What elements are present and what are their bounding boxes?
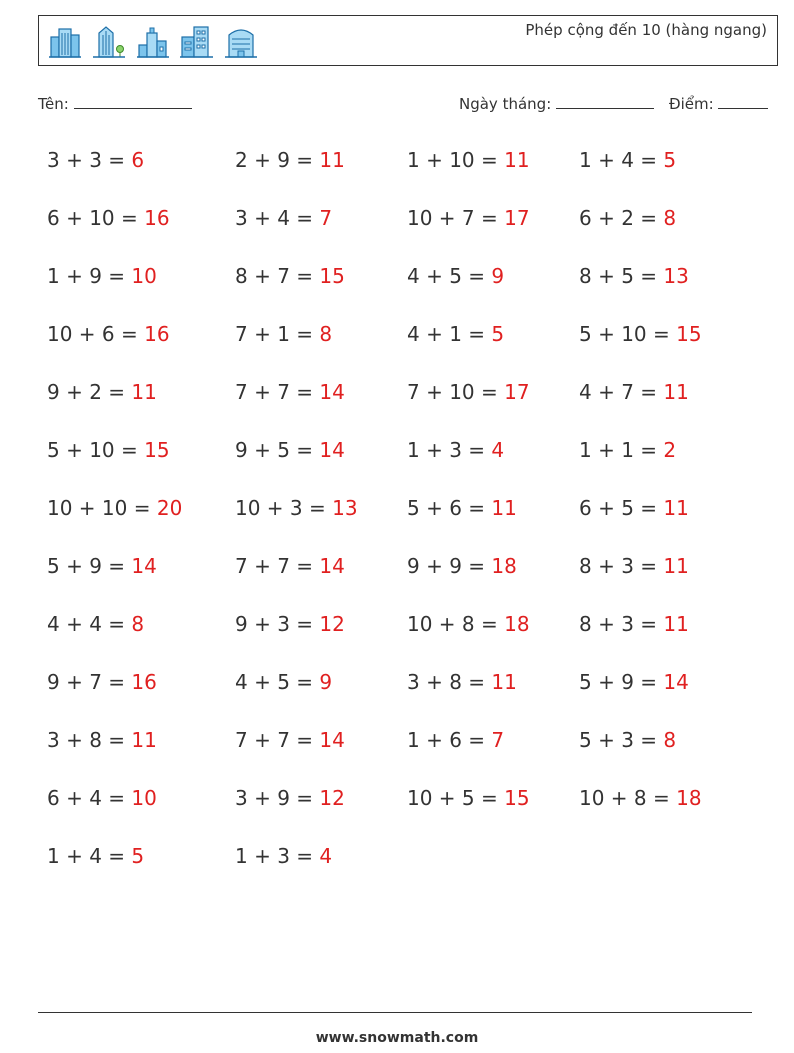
problem-item	[235, 786, 345, 810]
problem-item	[407, 206, 530, 230]
problem-question: 1 + 10 =	[407, 148, 498, 172]
problem-question: 5 + 9 =	[579, 670, 658, 694]
problem-answer: 14	[319, 380, 345, 404]
problem-item	[47, 496, 182, 520]
office-icon	[179, 23, 215, 59]
problem-answer: 11	[319, 148, 345, 172]
problem-item	[235, 380, 345, 404]
name-label: Tên:	[38, 95, 69, 113]
problem-answer: 15	[676, 322, 702, 346]
problem-question: 3 + 4 =	[235, 206, 314, 230]
problem-item	[579, 554, 689, 578]
date-blank[interactable]	[556, 94, 654, 109]
problem-question: 9 + 2 =	[47, 380, 126, 404]
problem-item	[579, 148, 676, 172]
problem-item	[579, 496, 689, 520]
problem-answer: 11	[663, 496, 689, 520]
problem-question: 5 + 10 =	[579, 322, 670, 346]
problem-question: 6 + 10 =	[47, 206, 138, 230]
problem-answer: 12	[319, 786, 345, 810]
problem-answer: 9	[319, 670, 333, 694]
problem-item	[235, 148, 345, 172]
problem-question: 9 + 7 =	[47, 670, 126, 694]
hotel-icon	[223, 23, 259, 59]
problem-answer: 11	[504, 148, 530, 172]
problem-item	[407, 264, 504, 288]
problem-item	[47, 322, 170, 346]
problem-question: 1 + 1 =	[579, 438, 658, 462]
problem-item	[579, 380, 689, 404]
name-blank[interactable]	[74, 94, 192, 109]
problem-item	[579, 438, 676, 462]
problem-question: 3 + 8 =	[47, 728, 126, 752]
problem-answer: 13	[332, 496, 358, 520]
problem-question: 4 + 7 =	[579, 380, 658, 404]
problem-item	[407, 612, 530, 636]
problem-answer: 14	[131, 554, 157, 578]
problem-answer: 8	[131, 612, 145, 636]
problem-answer: 10	[131, 786, 157, 810]
problem-item	[47, 786, 157, 810]
problem-question: 5 + 10 =	[47, 438, 138, 462]
problem-item	[235, 496, 358, 520]
problem-question: 10 + 8 =	[407, 612, 498, 636]
date-label: Ngày tháng:	[459, 95, 552, 113]
problem-answer: 5	[663, 148, 677, 172]
problem-answer: 11	[663, 380, 689, 404]
problem-answer: 14	[319, 728, 345, 752]
factory-icon	[135, 23, 171, 59]
problem-question: 6 + 4 =	[47, 786, 126, 810]
problem-answer: 8	[663, 728, 677, 752]
problem-question: 8 + 7 =	[235, 264, 314, 288]
problem-item	[407, 322, 504, 346]
problem-question: 10 + 10 =	[47, 496, 151, 520]
problem-question: 6 + 2 =	[579, 206, 658, 230]
problem-answer: 5	[491, 322, 505, 346]
score-field	[669, 94, 768, 113]
problem-item	[47, 206, 170, 230]
problem-question: 7 + 7 =	[235, 554, 314, 578]
problem-answer: 14	[319, 438, 345, 462]
problem-item	[407, 148, 530, 172]
problem-answer: 16	[144, 322, 170, 346]
problem-answer: 15	[319, 264, 345, 288]
worksheet-title: Phép cộng đến 10 (hàng ngang)	[525, 21, 767, 39]
problem-question: 3 + 3 =	[47, 148, 126, 172]
problem-question: 10 + 7 =	[407, 206, 498, 230]
problem-question: 10 + 3 =	[235, 496, 326, 520]
problem-answer: 15	[504, 786, 530, 810]
problem-answer: 17	[504, 206, 530, 230]
problem-answer: 11	[663, 554, 689, 578]
problem-item	[235, 438, 345, 462]
problem-question: 1 + 3 =	[407, 438, 486, 462]
problem-answer: 13	[663, 264, 689, 288]
problem-item	[47, 148, 144, 172]
problem-item	[407, 496, 517, 520]
problem-answer: 4	[319, 844, 333, 868]
problem-answer: 11	[131, 380, 157, 404]
problem-question: 7 + 1 =	[235, 322, 314, 346]
problem-item	[235, 206, 332, 230]
problem-question: 8 + 5 =	[579, 264, 658, 288]
problem-answer: 5	[131, 844, 145, 868]
problem-answer: 7	[491, 728, 505, 752]
problem-question: 4 + 5 =	[407, 264, 486, 288]
building-icon	[47, 23, 83, 59]
problem-question: 3 + 9 =	[235, 786, 314, 810]
problem-answer: 2	[663, 438, 677, 462]
problem-item	[579, 264, 689, 288]
footer-divider	[38, 1012, 752, 1013]
problem-item	[47, 380, 157, 404]
problem-answer: 6	[131, 148, 145, 172]
problem-answer: 9	[491, 264, 505, 288]
problem-item	[579, 206, 676, 230]
problem-question: 9 + 3 =	[235, 612, 314, 636]
date-field	[459, 94, 654, 113]
score-label: Điểm:	[669, 95, 714, 113]
problem-item	[407, 728, 504, 752]
problem-question: 9 + 5 =	[235, 438, 314, 462]
problem-answer: 16	[131, 670, 157, 694]
worksheet-header	[38, 15, 778, 66]
problem-item	[47, 612, 144, 636]
problem-question: 5 + 9 =	[47, 554, 126, 578]
problem-question: 2 + 9 =	[235, 148, 314, 172]
problem-item	[47, 844, 144, 868]
problem-question: 1 + 6 =	[407, 728, 486, 752]
problem-question: 4 + 5 =	[235, 670, 314, 694]
problem-answer: 17	[504, 380, 530, 404]
problem-answer: 4	[491, 438, 505, 462]
problem-item	[579, 612, 689, 636]
problem-item	[407, 670, 517, 694]
problem-question: 1 + 9 =	[47, 264, 126, 288]
problem-answer: 11	[491, 670, 517, 694]
problem-item	[235, 322, 332, 346]
problem-answer: 18	[676, 786, 702, 810]
problem-question: 8 + 3 =	[579, 554, 658, 578]
problem-item	[407, 380, 530, 404]
problem-item	[235, 554, 345, 578]
problem-answer: 18	[504, 612, 530, 636]
problem-question: 1 + 3 =	[235, 844, 314, 868]
problem-answer: 18	[491, 554, 517, 578]
problem-item	[235, 264, 345, 288]
header-icons	[47, 23, 259, 59]
problem-answer: 11	[663, 612, 689, 636]
problem-item	[47, 438, 170, 462]
problem-answer: 20	[156, 496, 183, 520]
problem-question: 7 + 7 =	[235, 728, 314, 752]
problem-question: 7 + 7 =	[235, 380, 314, 404]
problem-item	[47, 728, 157, 752]
problem-item	[579, 670, 689, 694]
problem-answer: 16	[144, 206, 170, 230]
problem-question: 4 + 1 =	[407, 322, 486, 346]
problem-answer: 14	[319, 554, 345, 578]
problem-item	[407, 786, 530, 810]
problem-item	[235, 844, 332, 868]
problem-question: 5 + 6 =	[407, 496, 486, 520]
problem-question: 8 + 3 =	[579, 612, 658, 636]
problem-item	[235, 612, 345, 636]
problem-question: 7 + 10 =	[407, 380, 498, 404]
problem-question: 5 + 3 =	[579, 728, 658, 752]
problem-answer: 10	[131, 264, 157, 288]
problem-item	[47, 264, 157, 288]
problem-item	[579, 786, 702, 810]
problem-item	[407, 554, 517, 578]
problem-answer: 12	[319, 612, 345, 636]
problem-question: 9 + 9 =	[407, 554, 486, 578]
problem-answer: 8	[663, 206, 677, 230]
problem-answer: 8	[319, 322, 333, 346]
score-blank[interactable]	[718, 94, 768, 109]
problem-question: 3 + 8 =	[407, 670, 486, 694]
problem-answer: 15	[144, 438, 170, 462]
problem-question: 1 + 4 =	[579, 148, 658, 172]
problem-item	[407, 438, 504, 462]
problem-item	[47, 554, 157, 578]
problem-answer: 14	[663, 670, 689, 694]
problem-item	[579, 322, 702, 346]
name-field	[38, 94, 192, 113]
tower-icon	[91, 23, 127, 59]
problem-answer: 11	[131, 728, 157, 752]
problem-question: 4 + 4 =	[47, 612, 126, 636]
problem-answer: 7	[319, 206, 333, 230]
problem-item	[579, 728, 676, 752]
problem-question: 1 + 4 =	[47, 844, 126, 868]
problem-item	[235, 728, 345, 752]
problem-item	[47, 670, 157, 694]
problem-question: 10 + 5 =	[407, 786, 498, 810]
problem-question: 10 + 8 =	[579, 786, 670, 810]
problem-answer: 11	[491, 496, 517, 520]
problem-question: 6 + 5 =	[579, 496, 658, 520]
footer-url: www.snowmath.com	[315, 1030, 479, 1046]
problem-item	[235, 670, 332, 694]
problem-question: 10 + 6 =	[47, 322, 138, 346]
